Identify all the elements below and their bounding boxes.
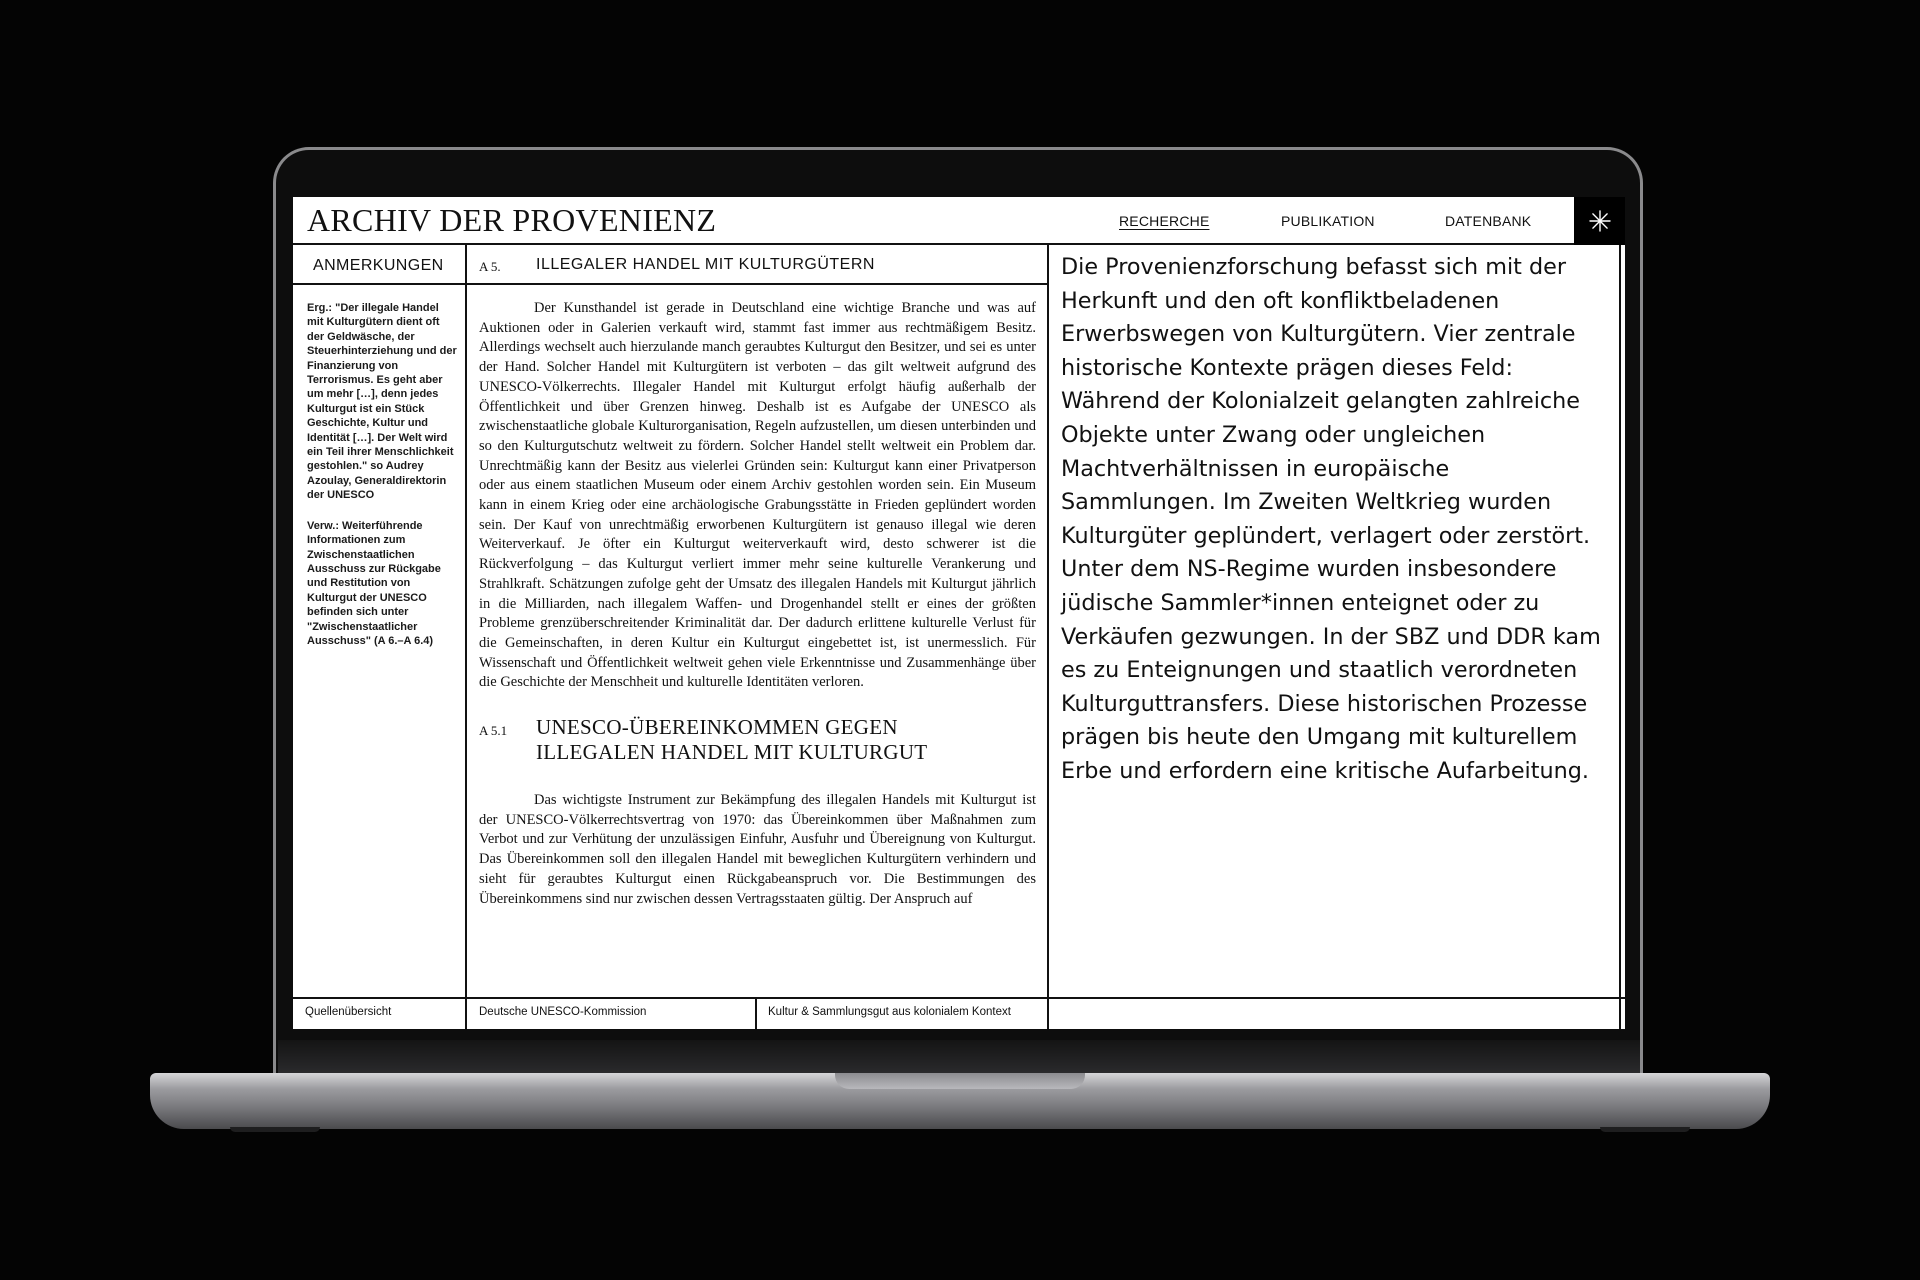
menu-button[interactable] (1574, 197, 1625, 245)
asterisk-icon (1587, 208, 1613, 234)
nav-recherche[interactable]: RECHERCHE (1119, 213, 1210, 229)
section-number: A 5. (479, 259, 501, 274)
section-title: ILLEGALER HANDEL MIT KULTURGÜTERN (536, 256, 875, 273)
laptop-foot (230, 1127, 320, 1132)
subsection-title-line: UNESCO-ÜBEREINKOMMEN GEGEN (536, 715, 898, 740)
laptop-hinge (278, 1040, 1640, 1076)
laptop-foot (1600, 1127, 1690, 1132)
note-item: Verw.: Weiterführende Informationen zum Zwischenstaatlichen Ausschuss zur Rückgabe und Restitution von Kulturgut der UNESCO befinden sich unter "Zwischenstaatlicher Ausschuss" (A 6.–A 6.4) (307, 519, 441, 647)
subsection-number: A 5.1 (479, 723, 508, 739)
note-item: Erg.: "Der illegale Handel mit Kulturgütern dient oft der Geldwäsche, der Steuerhinterziehung und der Finanzierung von Terrorismus. Es geht aber um mehr […], denn jedes Kulturgut ist ein Stück Geschichte, Kultur und Identität […]. Der Welt wird ein Teil ihrer Menschlichkeit gestohlen." so Audrey Azoulay, Generaldirektorin der UNESCO (307, 302, 457, 502)
right-border (1619, 245, 1621, 1029)
notes-heading: ANMERKUNGEN (293, 245, 465, 285)
intro-column (1049, 245, 1619, 997)
footer-link-colonial-context[interactable]: Kultur & Sammlungsgut aus kolonialem Kontext (757, 999, 1049, 1029)
article-paragraph: Der Kunsthandel ist gerade in Deutschland eine wichtige Branche und was auf Auktionen oder in Galerien verkauft wird, stammt fast immer aus rechtmäßigem Besitz. Allerdings wechselt auch hierzulande manch geraubtes Kulturgut den Besitzer, und sei es unter der Hand. Solcher Handel mit Kulturgütern ist verboten – das gilt weltweit aufgrund des UNESCO-Völkerrechts. Illegaler Handel mit Kulturgut erfolgt häufig außerhalb der Öffentlichkeit und über Grenzen hinweg. Deshalb ist es Aufgabe der UNESCO als zwischenstaatliche globale Kulturorganisation, Regeln aufzustellen, um diesen unterbinden und so den Kulturgutschutz weltweit zu fördern. Solcher Handel stellt weltweit ein Problem dar. Unrechtmäßig kann der Besitz aus vielerlei Gründen sein: Kulturgut kann einer Privatperson oder aus einem staatlichen Museum oder einem Archiv gestohlen worden sein. Ein Museum kann in einem Krieg oder eine archäologische Grabungsstätte in Frieden geplündert worden sein. Der Kauf von unrechtmäßig erworbenen Kulturgütern ist genauso illegal wie deren Weiterverkauf. Je öfter ein Kulturgut weiterverkauft wird, desto schwerer ist die Rückverfolgung – das Kulturgut verliert immer mehr seine kulturelle Verankerung und Strahlkraft. Schätzungen zufolge geht der Umsatz des illegalen Handels mit Kulturgut jährlich in die Milliarden, nach illegalem Waffen- und Drogenhandel stellt er eines der größten Probleme grenzüberschreitender Kriminalität dar. Der dadurch erlittene kulturelle Verlust für die Gemeinschaften, in deren Kultur ein Kulturgut eingebettet ist, ist unermesslich. Für Wissenschaft und Öffentlichkeit weltweit gehen viele Erkenntnisse und Zusammenhänge über die Geschichte der Menschheit und kulturelle Identitäten verloren. (479, 300, 1036, 691)
subsection-header (467, 715, 1047, 783)
footer-link-sources[interactable]: Quellenübersicht (293, 999, 467, 1029)
article-paragraph: Das wichtigste Instrument zur Bekämpfung des illegalen Handels mit Kulturgut ist der UNESCO-Völkerrechtsvertrag von 1970: das Übereinkommen über Maßnahmen zum Verbot und zur Verhütung der unzulässigen Einfuhr, Ausfuhr und Übereignung von Kulturgut. Das Übereinkommen soll den illegalen Handel mit beweglichen Kulturgütern verhindern und sieht für geraubtes Kulturgut einen Rückgabeanspruch vor. Die Bestimmungen des Übereinkommens sind nur zwischen dessen Vertragsstaaten gültig. Der Anspruch auf (479, 792, 1036, 907)
site-header (293, 197, 1625, 245)
laptop-screen (293, 197, 1625, 1029)
subsection-title-line: ILLEGALEN HANDEL MIT KULTURGUT (536, 740, 928, 765)
article-column[interactable] (467, 245, 1049, 997)
site-footer (293, 997, 1625, 1029)
laptop-opening-notch (835, 1073, 1085, 1089)
subsection-title (536, 715, 927, 765)
site-title[interactable]: ARCHIV DER PROVENIENZ (307, 202, 717, 238)
notes-column (293, 245, 467, 997)
section-header (467, 245, 1047, 285)
footer-link-unesco[interactable]: Deutsche UNESCO-Kommission (467, 999, 757, 1029)
nav-datenbank[interactable]: DATENBANK (1445, 213, 1532, 229)
intro-text: Die Provenienzforschung befasst sich mit der Herkunft und den oft konfliktbeladenen Erwerbswegen von Kulturgütern. Vier zentrale historische Kontexte prägen dieses Feld: Während der Kolonialzeit gelangten zahlreiche Objekte unter Zwang oder ungleichen Machtverhältnissen in europäische Sammlungen. Im Zweiten Weltkrieg wurden Kulturgüter geplündert, verlagert oder zerstört. Unter dem NS-Regime wurden insbesondere jüdische Sammler*innen enteignet oder zu Verkäufen gezwungen. In der SBZ und DDR kam es zu Enteignungen und staatlich verordneten Kulturguttransfers. Diese historischen Prozesse prägen bis heute den Umgang mit kulturellem Erbe und erfordern eine kritische Aufarbeitung. (1061, 254, 1601, 784)
footer-empty-cell (1049, 999, 1619, 1029)
nav-publikation[interactable]: PUBLIKATION (1281, 213, 1375, 229)
